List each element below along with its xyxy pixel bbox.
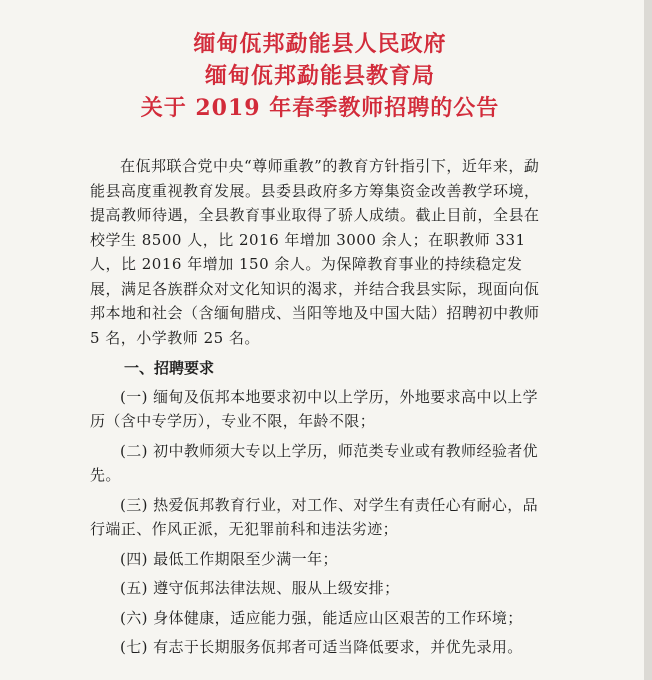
header-line-3: 关于 2019 年春季教师招聘的公告 bbox=[140, 95, 500, 121]
section-heading: 一、招聘要求 bbox=[124, 359, 215, 377]
document-header bbox=[0, 28, 640, 124]
requirement-item: (四) 最低工作期限至少满一年； bbox=[120, 549, 338, 568]
header-line-2: 缅甸佤邦勐能县教育局 bbox=[204, 63, 435, 89]
intro-paragraph: 在佤邦联合党中央“尊师重教”的教育方针指引下，近年来，勐能县高度重视教育发展。县委县政府多方筹集资金改善教学环境，提高教师待遇，全县教育事业取得了骄人成绩。截止目前，全县在校学生 8500 人，比 2016 年增加 3000 余人；在职教师 331 人，比 2016 年增加 150 余人。为保障教育事业的持续稳定发展，满足各族群众对文化知识的渴求，并结合我县实际，现面向佤邦本地和社会（含缅甸腊戌、当阳等地及中国大陆）招聘初中教师 5 名，小学教师 25 名。 bbox=[90, 157, 540, 347]
requirement-item: (一) 缅甸及佤邦本地要求初中以上学历，外地要求高中以上学历（含中专学历），专业不限，年龄不限； bbox=[90, 387, 539, 430]
header-line-1: 缅甸佤邦勐能县人民政府 bbox=[193, 31, 447, 57]
requirement-item: (六) 身体健康，适应能力强，能适应山区艰苦的工作环境； bbox=[120, 608, 523, 627]
requirement-item: (二) 初中教师须大专以上学历，师范类专业或有教师经验者优先。 bbox=[90, 441, 539, 484]
requirement-item: (七) 有志于长期服务佤邦者可适当降低要求，并优先录用。 bbox=[120, 638, 523, 656]
document-body bbox=[90, 154, 552, 665]
requirement-item: (三) 热爱佤邦教育行业，对工作、对学生有责任心有耐心，品行端正、作风正派，无犯罪前科和违法劣迹； bbox=[90, 495, 539, 538]
requirement-item: (五) 遵守佤邦法律法规、服从上级安排； bbox=[120, 579, 400, 597]
